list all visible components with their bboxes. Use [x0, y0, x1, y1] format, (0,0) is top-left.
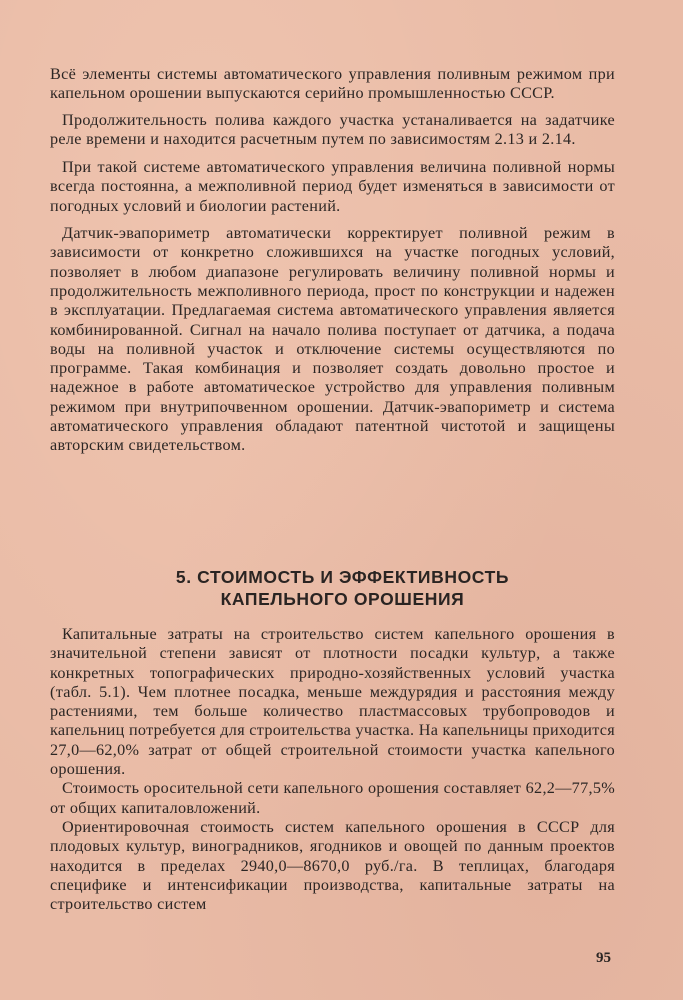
section-text-upper: [50, 65, 615, 456]
paragraph: Всё элементы системы автоматического управления поливным режимом при капельном орошении выпускаются серийно промышленностью СССР.: [50, 65, 615, 103]
paragraph: Капитальные затраты на строительство систем капельного орошения в значительной степени зависят от плотности посадки культур, а также конкретных топографических природно-хозяйственных условий участка (табл. 5.1). Чем плотнее посадка, меньше междурядия и расстояния между растениями, тем больше количество пластмассовых трубопроводов и капельниц потребуется для строительства участка. На капельницы приходится 27,0—62,0% затрат от общей строительной стоимости участка капельного орошения.: [50, 625, 615, 779]
heading-line-2: КАПЕЛЬНОГО ОРОШЕНИЯ: [220, 589, 465, 609]
paragraph: Датчик-эвапориметр автоматически корректирует поливной режим в зависимости от конкретно сложившихся на участке погодных условий, позволяет в любом диапазоне регулировать величину поливной нормы и продолжительность межполивного периода, прост по конструкции и надежен в эксплуатации. Предлагаемая система автоматического управления является комбинированной. Сигнал на начало полива поступает от датчика, а подача воды на поливной участок и отключение системы осуществляются по программе. Такая комбинация и позволяет создать довольно простое и надежное в работе автоматическое устройство для управления поливным режимом при внутрипочвенном орошении. Датчик-эвапориметр и система автоматического управления обладают патентной чистотой и защищены авторским свидетельством.: [50, 224, 615, 455]
paragraph: Ориентировочная стоимость систем капельного орошения в СССР для плодовых культур, виноградников, ягодников и овощей по данным проектов находится в пределах 2940,0—8670,0 руб./га. В теплицах, благодаря специфике и интенсификации производства, капитальные затраты на строительство систем: [50, 817, 615, 914]
paragraph: Продолжительность полива каждого участка устаналивается на задатчике реле времени и находится расчетным путем по зависимостям 2.13 и 2.14.: [50, 110, 615, 148]
heading-line-1: 5. СТОИМОСТЬ И ЭФФЕКТИВНОСТЬ: [175, 567, 510, 587]
paragraph: При такой системе автоматического управления величина поливной нормы всегда постоянна, а межполивной период будет изменяться в зависимости от погодных условий и биологии растений.: [50, 158, 615, 215]
section-heading: [60, 566, 625, 610]
paragraph: Стоимость оросительной сети капельного орошения составляет 62,2—77,5% от общих капиталовложений.: [50, 779, 615, 817]
section-text-lower: [50, 625, 615, 914]
page-number: 95: [596, 950, 611, 966]
